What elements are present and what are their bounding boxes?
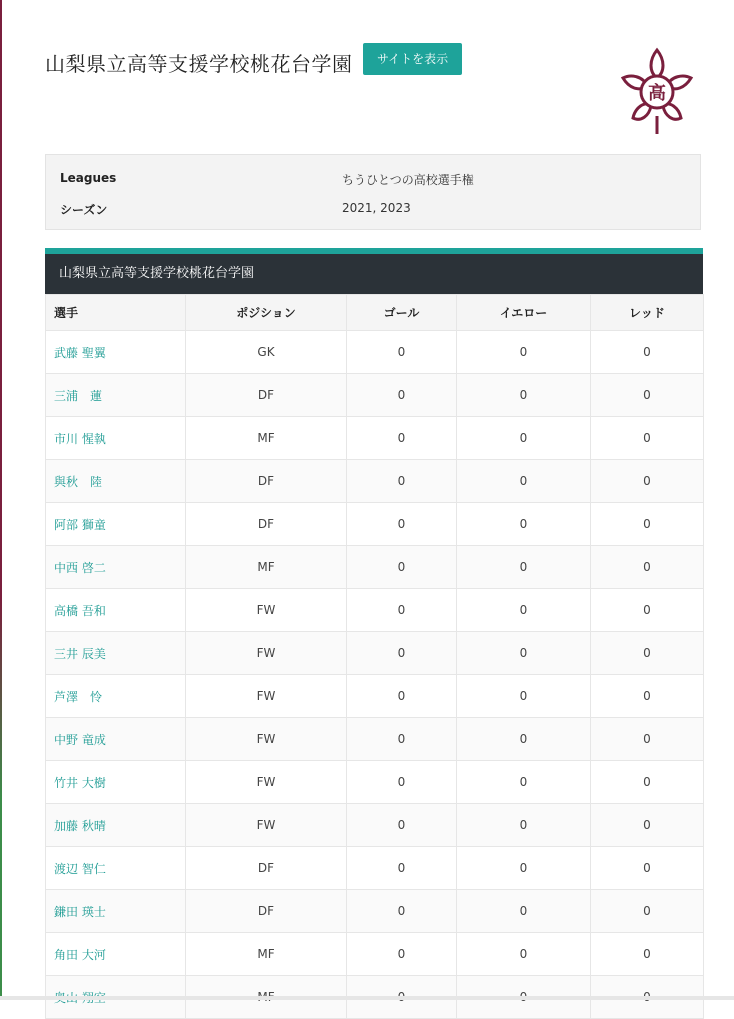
player-name-link[interactable]: 中西 啓二: [46, 546, 186, 589]
position-cell: MF: [186, 417, 347, 460]
goals-cell: 0: [347, 374, 457, 417]
player-name-link[interactable]: 市川 惺執: [46, 417, 186, 460]
player-name-link[interactable]: 渡辺 智仁: [46, 847, 186, 890]
red-cards-cell: 0: [591, 546, 704, 589]
position-cell: DF: [186, 460, 347, 503]
red-cards-cell: 0: [591, 933, 704, 976]
position-cell: FW: [186, 675, 347, 718]
position-cell: GK: [186, 331, 347, 374]
season-row: [46, 201, 700, 221]
table-row: [46, 718, 704, 761]
season-value: 2021, 2023: [342, 201, 411, 215]
page-header: [45, 40, 705, 140]
roster-section: [45, 248, 703, 1019]
table-row: [46, 933, 704, 976]
position-cell: MF: [186, 546, 347, 589]
position-cell: DF: [186, 847, 347, 890]
table-row: [46, 460, 704, 503]
red-cards-cell: 0: [591, 632, 704, 675]
player-name-link[interactable]: 三井 辰美: [46, 632, 186, 675]
player-name-link[interactable]: 阿部 獅童: [46, 503, 186, 546]
red-cards-cell: 0: [591, 718, 704, 761]
player-name-link[interactable]: 高橋 吾和: [46, 589, 186, 632]
yellow-cards-cell: 0: [457, 675, 591, 718]
red-cards-cell: 0: [591, 804, 704, 847]
player-name-link[interactable]: 角田 大河: [46, 933, 186, 976]
goals-cell: 0: [347, 718, 457, 761]
goals-cell: 0: [347, 632, 457, 675]
yellow-cards-cell: 0: [457, 847, 591, 890]
leagues-row: [46, 171, 700, 191]
goals-cell: 0: [347, 761, 457, 804]
goals-cell: 0: [347, 847, 457, 890]
yellow-cards-cell: 0: [457, 804, 591, 847]
position-cell: FW: [186, 718, 347, 761]
red-cards-cell: 0: [591, 589, 704, 632]
player-name-link[interactable]: 鎌田 瑛士: [46, 890, 186, 933]
goals-cell: 0: [347, 331, 457, 374]
leagues-value: ちうひとつの高校選手権: [342, 173, 474, 187]
table-row: [46, 675, 704, 718]
goals-cell: 0: [347, 460, 457, 503]
red-cards-cell: 0: [591, 761, 704, 804]
goals-cell: 0: [347, 589, 457, 632]
player-name-link[interactable]: 武藤 聖翼: [46, 331, 186, 374]
table-row: [46, 804, 704, 847]
yellow-cards-cell: 0: [457, 546, 591, 589]
goals-cell: 0: [347, 675, 457, 718]
yellow-cards-cell: 0: [457, 331, 591, 374]
red-cards-cell: 0: [591, 460, 704, 503]
table-row: [46, 546, 704, 589]
red-cards-cell: 0: [591, 675, 704, 718]
position-cell: DF: [186, 503, 347, 546]
table-row: [46, 417, 704, 460]
player-name-link[interactable]: 芦澤 怜: [46, 675, 186, 718]
red-cards-cell: 0: [591, 503, 704, 546]
yellow-cards-cell: 0: [457, 589, 591, 632]
goals-cell: 0: [347, 933, 457, 976]
player-name-link[interactable]: 三浦 蓮: [46, 374, 186, 417]
roster-title: 山梨県立高等支援学校桃花台学園: [45, 254, 703, 294]
table-header-row: [46, 295, 704, 331]
view-site-button[interactable]: サイトを表示: [363, 43, 462, 75]
position-cell: FW: [186, 589, 347, 632]
goals-cell: 0: [347, 890, 457, 933]
yellow-cards-cell: 0: [457, 417, 591, 460]
yellow-cards-cell: 0: [457, 374, 591, 417]
table-row: [46, 503, 704, 546]
red-cards-cell: 0: [591, 890, 704, 933]
table-row: [46, 374, 704, 417]
yellow-cards-cell: 0: [457, 890, 591, 933]
left-edge-bar: [0, 0, 2, 1000]
roster-table: [45, 294, 704, 1019]
player-name-link[interactable]: 竹井 大樹: [46, 761, 186, 804]
position-cell: DF: [186, 374, 347, 417]
red-cards-cell: 0: [591, 847, 704, 890]
season-label: シーズン: [60, 203, 108, 217]
column-header-yellow: イエロー: [457, 295, 591, 331]
column-header-position: ポジション: [186, 295, 347, 331]
red-cards-cell: 0: [591, 374, 704, 417]
leagues-label: Leagues: [60, 171, 117, 185]
yellow-cards-cell: 0: [457, 632, 591, 675]
table-row: [46, 847, 704, 890]
goals-cell: 0: [347, 417, 457, 460]
table-row: [46, 890, 704, 933]
player-name-link[interactable]: 加藤 秋晴: [46, 804, 186, 847]
table-row: [46, 331, 704, 374]
yellow-cards-cell: 0: [457, 503, 591, 546]
player-name-link[interactable]: 與秋 陸: [46, 460, 186, 503]
league-info-box: [45, 154, 701, 230]
table-row: [46, 589, 704, 632]
player-name-link[interactable]: 中野 竜成: [46, 718, 186, 761]
yellow-cards-cell: 0: [457, 718, 591, 761]
red-cards-cell: 0: [591, 417, 704, 460]
column-header-red: レッド: [591, 295, 704, 331]
yellow-cards-cell: 0: [457, 460, 591, 503]
page-title: 山梨県立高等支援学校桃花台学園: [45, 52, 353, 76]
goals-cell: 0: [347, 804, 457, 847]
school-emblem-icon: [617, 44, 697, 136]
position-cell: DF: [186, 890, 347, 933]
yellow-cards-cell: 0: [457, 933, 591, 976]
yellow-cards-cell: 0: [457, 761, 591, 804]
table-row: [46, 761, 704, 804]
emblem-letter: 高: [648, 83, 666, 104]
goals-cell: 0: [347, 546, 457, 589]
position-cell: FW: [186, 761, 347, 804]
position-cell: FW: [186, 804, 347, 847]
red-cards-cell: 0: [591, 331, 704, 374]
table-row: [46, 632, 704, 675]
position-cell: MF: [186, 933, 347, 976]
column-header-goals: ゴール: [347, 295, 457, 331]
position-cell: FW: [186, 632, 347, 675]
column-header-player: 選手: [46, 295, 186, 331]
page-bottom-border: [0, 996, 734, 1000]
goals-cell: 0: [347, 503, 457, 546]
